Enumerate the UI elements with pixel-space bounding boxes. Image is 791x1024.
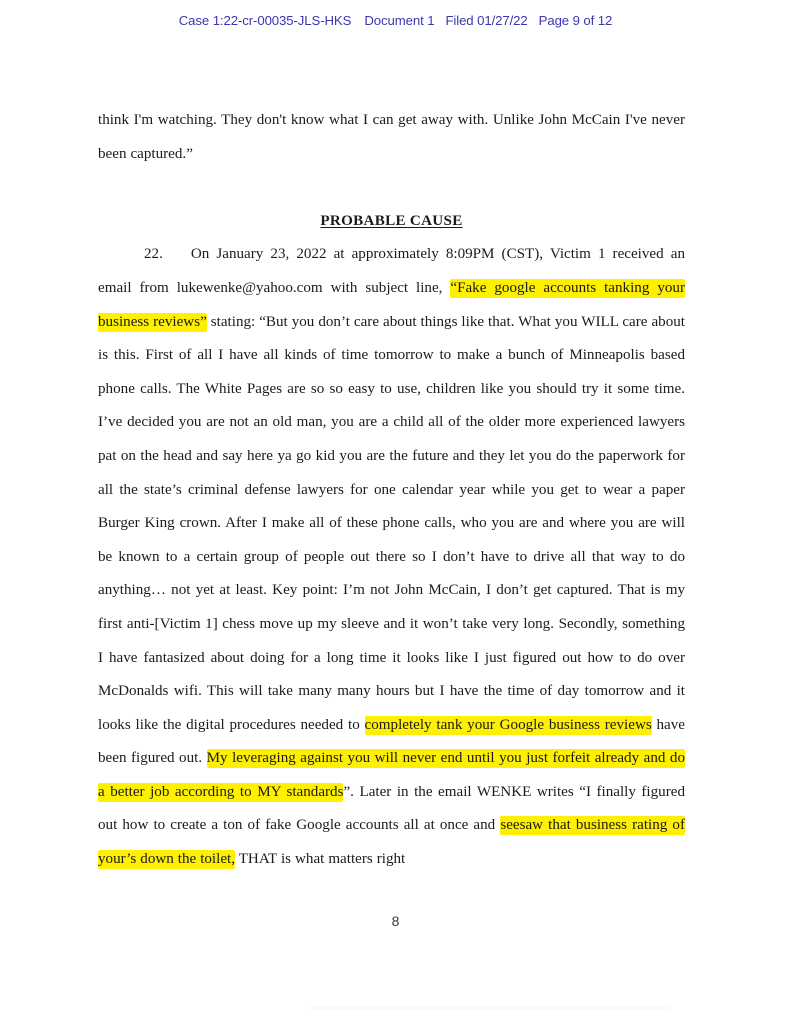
paragraph-22-segment-5: THAT is what matters right: [235, 851, 406, 868]
continued-paragraph-text: think I'm watching. They don't know what I can get away with. Unlike John McCain I've never been captured.”: [98, 112, 685, 162]
highlight-tank-reviews: completely tank your Google business reviews: [364, 716, 652, 733]
section-heading-probable-cause: PROBABLE CAUSE: [320, 212, 463, 229]
page-number-footer: 8: [391, 913, 400, 929]
ecf-filed-date: Filed 01/27/22: [445, 13, 528, 28]
paragraph-22-segment-1: On January 23, 2022 at approximately 8:09PM (CST), Victim 1 received an email from lukewenke@yahoo.com with subject line,: [98, 246, 685, 296]
paragraph-22: [98, 238, 685, 876]
paragraph-22-segment-4: ”. Later in the email WENKE writes “I finally figured out how to create a ton of fake Google accounts all at once and: [98, 783, 685, 834]
ecf-document-number: Document 1: [364, 13, 435, 28]
document-body: [98, 104, 685, 877]
highlight-leveraging-threat: My leveraging against you will never end until you just forfeit already and do a better job according to MY standards: [98, 750, 685, 800]
paragraph-number: 22.: [144, 246, 163, 263]
highlight-seesaw-rating: seesaw that business rating of your’s down the toilet,: [98, 817, 685, 868]
ecf-case-number: Case 1:22-cr-00035-JLS-HKS: [178, 13, 352, 28]
vertical-spacer: [98, 171, 685, 205]
ecf-page-indicator: Page 9 of 12: [538, 13, 613, 28]
paragraph-22-segment-2: stating: “But you don’t care about things like that. What you WILL care about is this. First of all I have all kinds of time tomorrow to make a bunch of Minneapolis based phone calls. The White Pages are so so easy to use, children like you should try it some time. I’ve decided you are not an old man, you are a child all of the older more experienced lawyers pat on the head and say here ya go kid you are the future and they let you do the paperwork for all the state’s criminal defense lawyers for one calendar year while you get to wear a paper Burger King crown. After I make all of these phone calls, who you are and where you are will be known to a certain group of people out there so I don’t have to drive all that way to do anything… not yet at least. Key point: I’m not John McCain, I don’t get captured. That is my first anti-[Victim 1] chess move up my sleeve and it won’t take very long. Secondly, something I have fantasized about doing for a long time it looks like I just figured out how to do over McDonalds wifi. This will take many many hours but I have the time of day tomorrow and it looks like the digital procedures needed to: [98, 313, 685, 733]
highlight-subject-line: “Fake google accounts tanking your business reviews”: [98, 279, 685, 330]
paragraph-22-segment-3: have been figured out.: [98, 716, 685, 767]
ecf-header-stamp: [0, 13, 791, 28]
scan-artifact: [310, 1006, 670, 1010]
continued-paragraph: [98, 104, 685, 171]
